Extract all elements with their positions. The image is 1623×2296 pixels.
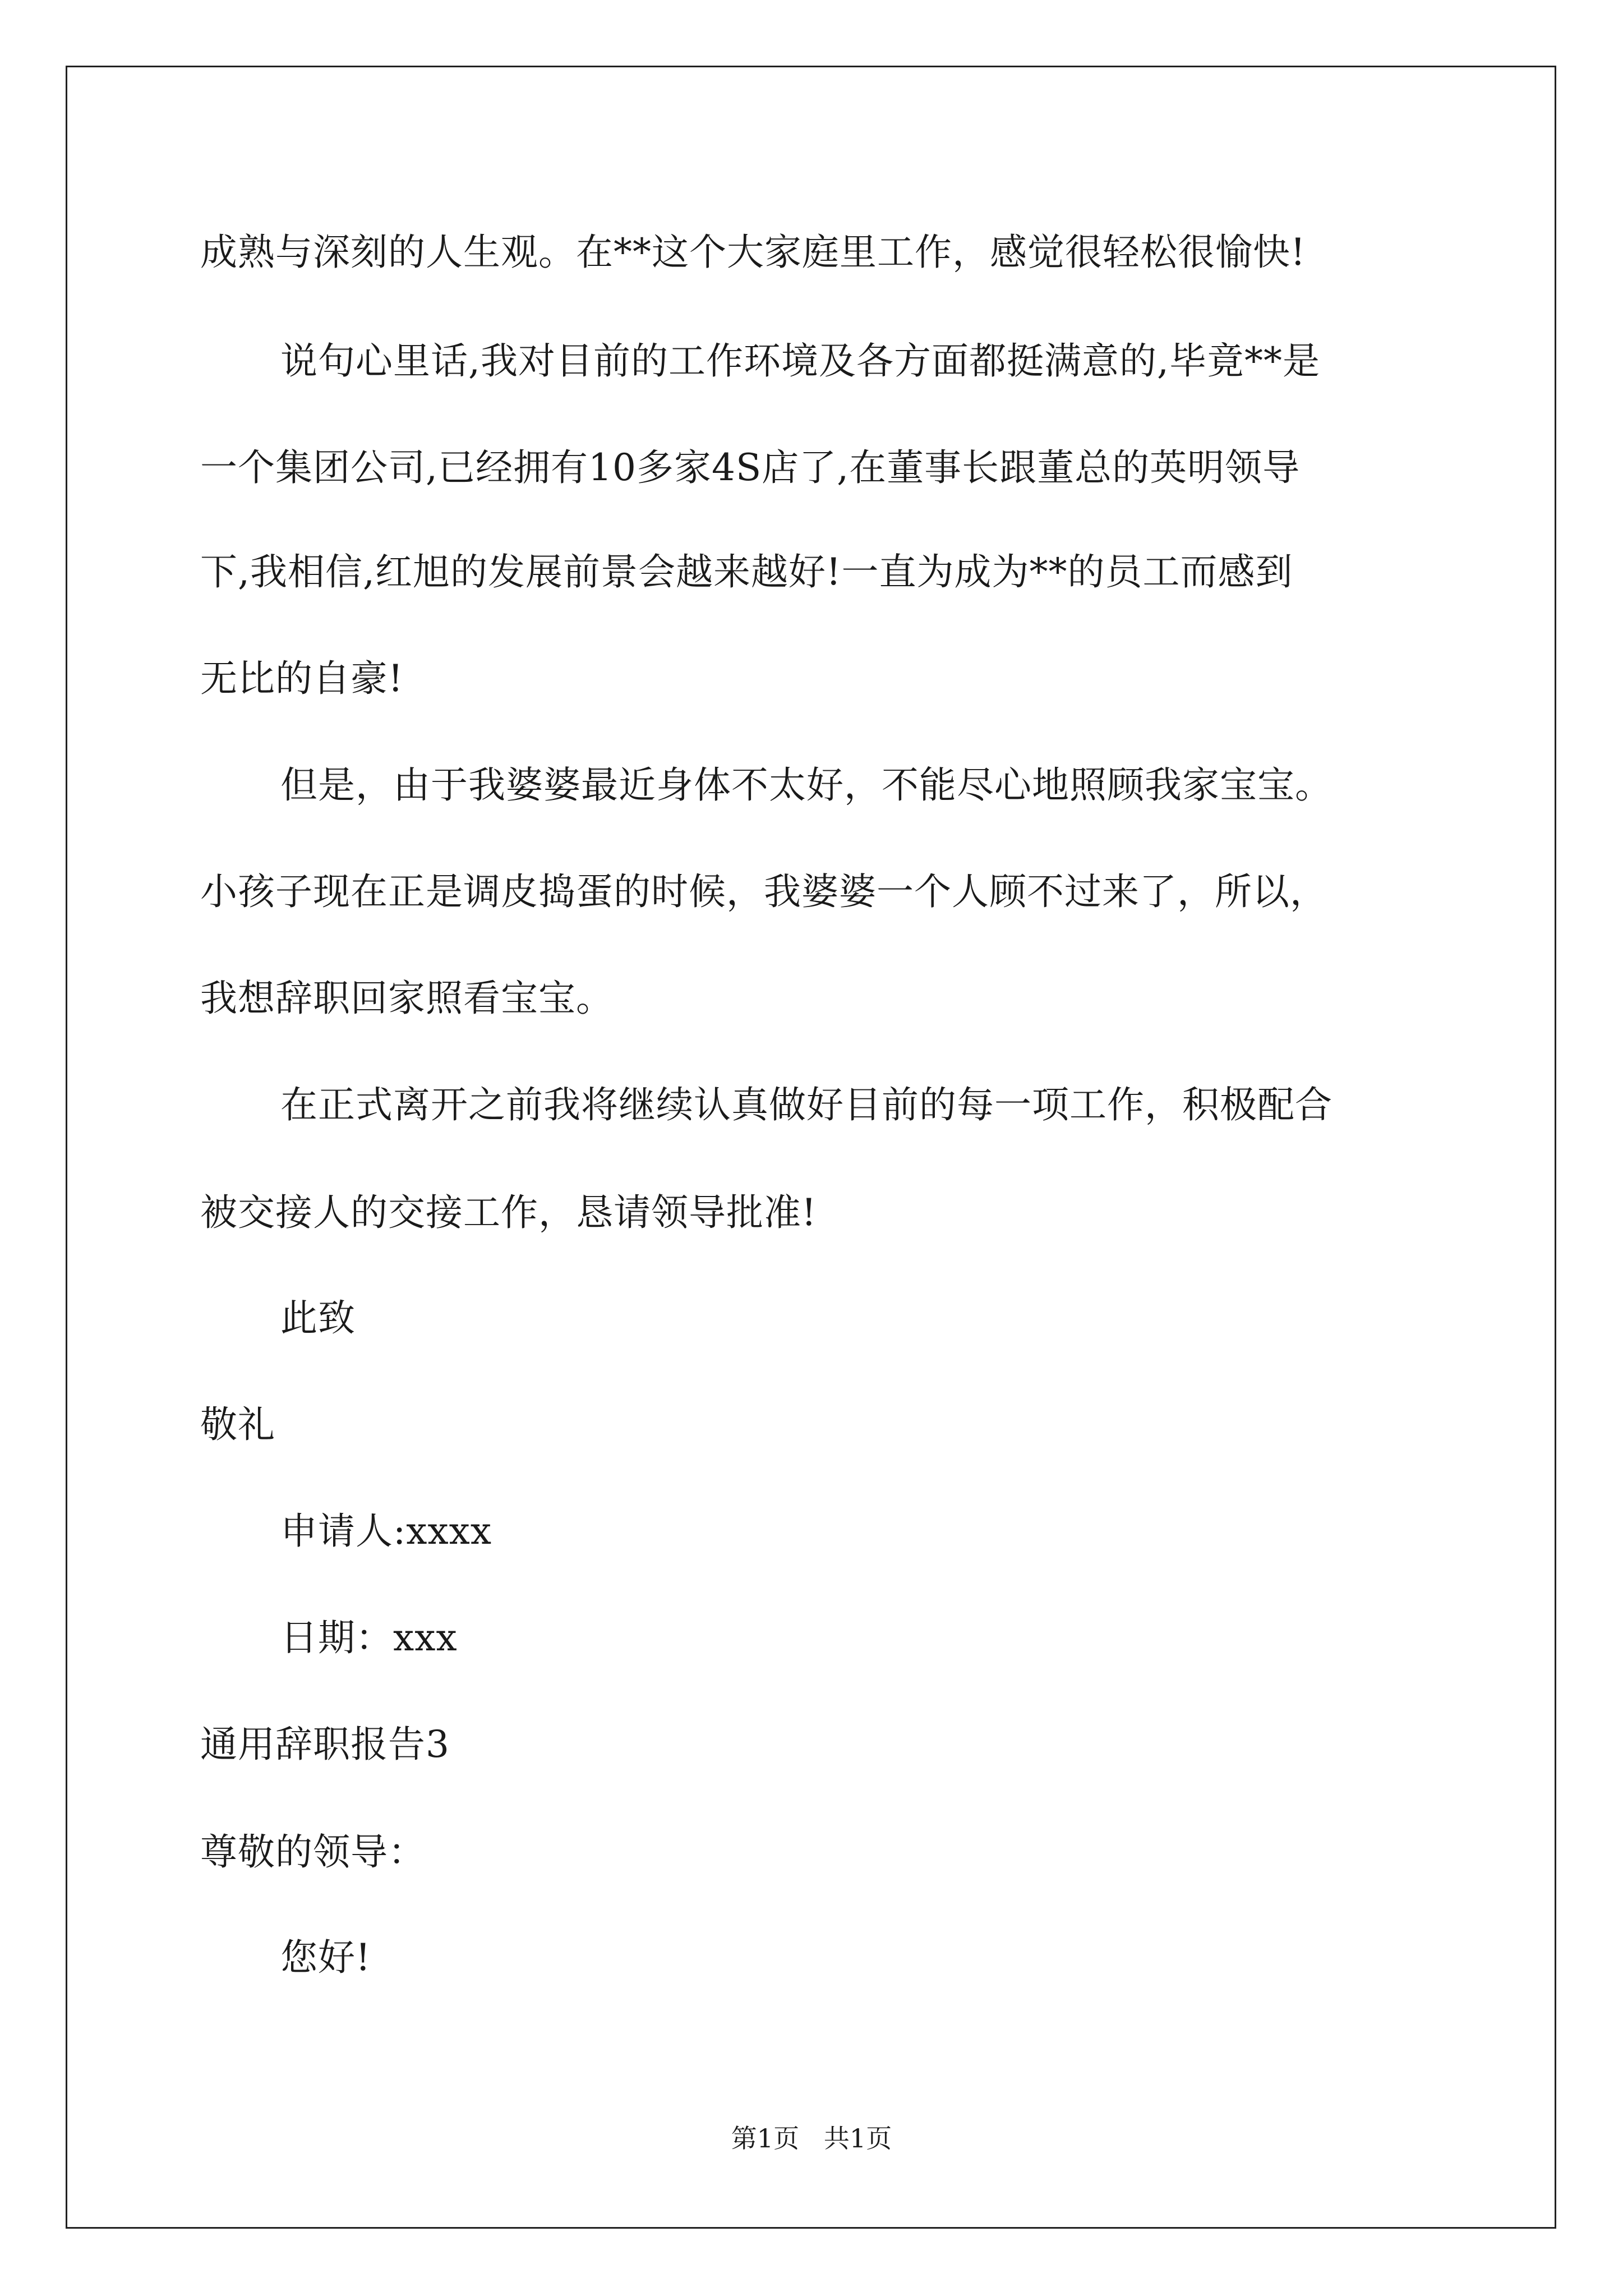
paragraph-line: 被交接人的交接工作，恳请领导批准! [200,1191,817,1234]
greeting-line: 您好! [280,1936,371,1979]
paragraph-line: 但是，由于我婆婆最近身体不太好，不能尽心地照顾我家宝宝。 [280,763,1332,807]
date-line: 日期：xxx [280,1616,458,1659]
paragraph-line: 成熟与深刻的人生观。在**这个大家庭里工作，感觉很轻松很愉快! [200,231,1306,274]
greeting-line: 尊敬的领导： [200,1830,426,1874]
paragraph-line: 下,我相信,红旭的发展前景会越来越好!一直为成为**的员工而感到 [200,550,1293,593]
applicant-line: 申请人:xxxx [280,1510,492,1553]
section-title: 通用辞职报告3 [200,1723,450,1766]
paragraph-line: 我想辞职回家照看宝宝。 [200,977,614,1020]
closing-line: 此致 [280,1296,356,1340]
paragraph-line: 说句心里话,我对目前的工作环境及各方面都挺满意的,毕竟**是 [280,339,1320,383]
salutation-line: 敬礼 [200,1403,275,1446]
paragraph-line: 小孩子现在正是调皮捣蛋的时候，我婆婆一个人顾不过来了，所以， [200,870,1327,913]
paragraph-line: 无比的自豪! [200,657,404,700]
page-border [66,66,1556,2229]
paragraph-line: 一个集团公司,已经拥有10多家4S店了,在董事长跟董总的英明领导 [200,446,1301,489]
paragraph-line: 在正式离开之前我将继续认真做好目前的每一项工作，积极配合 [280,1083,1332,1126]
page-footer: 第1页 共1页 [731,2123,892,2154]
